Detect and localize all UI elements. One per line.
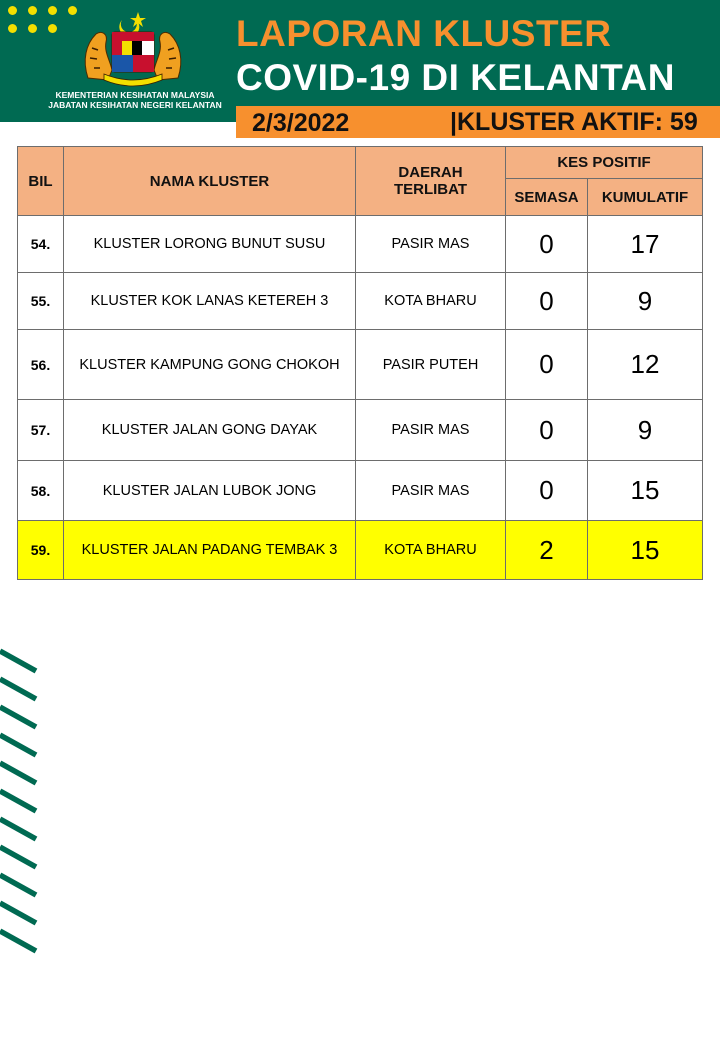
row-nama-kluster: KLUSTER KAMPUNG GONG CHOKOH [64,330,356,400]
row-daerah: PASIR MAS [356,400,506,461]
row-bil: 55. [18,273,64,330]
row-semasa: 0 [506,273,588,330]
table-row-highlighted [18,521,703,580]
row-kumulatif: 9 [588,400,703,461]
row-nama-kluster: KLUSTER JALAN GONG DAYAK [64,400,356,461]
header-daerah-terlibat [356,147,506,216]
row-bil: 54. [18,216,64,273]
diagonal-stripes-decoration [0,645,40,955]
row-daerah: PASIR MAS [356,216,506,273]
row-bil: 59. [18,521,64,580]
row-semasa: 2 [506,521,588,580]
header-nama-kluster: NAMA KLUSTER [64,147,356,216]
row-semasa: 0 [506,461,588,521]
row-kumulatif: 15 [588,521,703,580]
table-row [18,330,703,400]
header-daerah-line2: TERLIBAT [393,181,468,198]
coat-of-arms-icon [78,8,188,88]
table-row [18,461,703,521]
row-bil: 58. [18,461,64,521]
header-bil: BIL [18,147,64,216]
table-row [18,400,703,461]
cluster-table [17,146,703,580]
header-kes-positif: KES POSITIF [506,147,703,179]
row-kumulatif: 9 [588,273,703,330]
row-daerah: PASIR PUTEH [356,330,506,400]
row-bil: 56. [18,330,64,400]
row-semasa: 0 [506,216,588,273]
ministry-line-1: KEMENTERIAN KESIHATAN MALAYSIA [55,90,215,100]
header-daerah-line1: DAERAH [398,164,463,181]
report-date: 2/3/2022 [252,109,350,137]
header-kumulatif: KUMULATIF [588,179,703,216]
row-daerah: KOTA BHARU [356,273,506,330]
row-daerah: PASIR MAS [356,461,506,521]
row-kumulatif: 12 [588,330,703,400]
ministry-line-2: JABATAN KESIHATAN NEGERI KELANTAN [48,100,222,110]
row-bil: 57. [18,400,64,461]
table-row [18,273,703,330]
table-row [18,216,703,273]
active-cluster-count: |KLUSTER AKTIF: 59 [450,108,698,136]
row-semasa: 0 [506,330,588,400]
row-semasa: 0 [506,400,588,461]
row-nama-kluster: KLUSTER JALAN LUBOK JONG [64,461,356,521]
report-subtitle: COVID-19 DI KELANTAN [236,57,675,98]
row-nama-kluster: KLUSTER LORONG BUNUT SUSU [64,216,356,273]
header-banner [0,0,720,122]
row-daerah: KOTA BHARU [356,521,506,580]
ministry-caption [30,90,240,110]
row-nama-kluster: KLUSTER JALAN PADANG TEMBAK 3 [64,521,356,580]
decorative-dots [8,6,80,36]
row-kumulatif: 15 [588,461,703,521]
row-nama-kluster: KLUSTER KOK LANAS KETEREH 3 [64,273,356,330]
report-title: LAPORAN KLUSTER [236,13,612,54]
header-semasa: SEMASA [506,179,588,216]
row-kumulatif: 17 [588,216,703,273]
